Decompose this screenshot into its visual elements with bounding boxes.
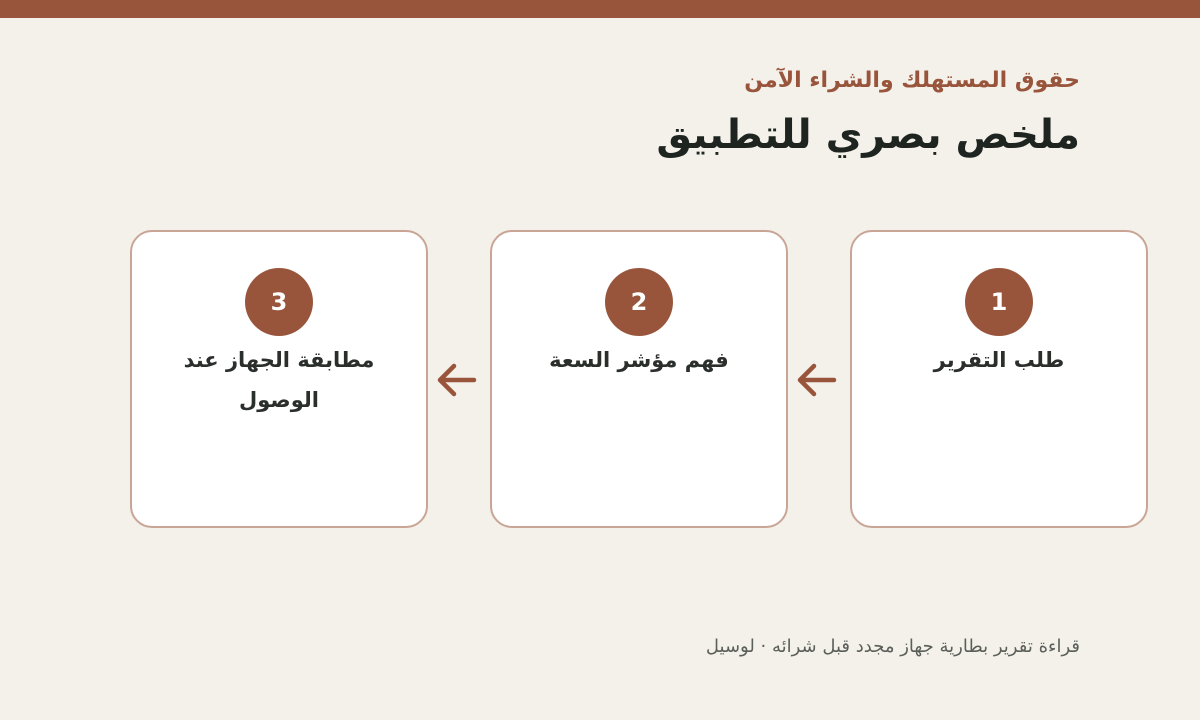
top-accent-bar [0,0,1200,18]
page-title: ملخص بصري للتطبيق [656,112,1080,158]
step-card-3 [130,230,428,528]
arrow-left-icon [434,360,478,400]
arrow-left-icon [794,360,838,400]
step-label: طلب التقرير [933,348,1065,372]
step-number-badge: 3 [245,268,313,336]
step-number-badge: 2 [605,268,673,336]
step-card-2 [490,230,788,528]
step-label: فهم مؤشر السعة [549,348,729,372]
step-card-1 [850,230,1148,528]
section-eyebrow: حقوق المستهلك والشراء الآمن [744,68,1080,93]
step-label: مطابقة الجهاز عند الوصول [183,348,375,412]
step-number-badge: 1 [965,268,1033,336]
footer-caption: قراءة تقرير بطارية جهاز مجدد قبل شرائه · لوسيل [705,636,1080,657]
